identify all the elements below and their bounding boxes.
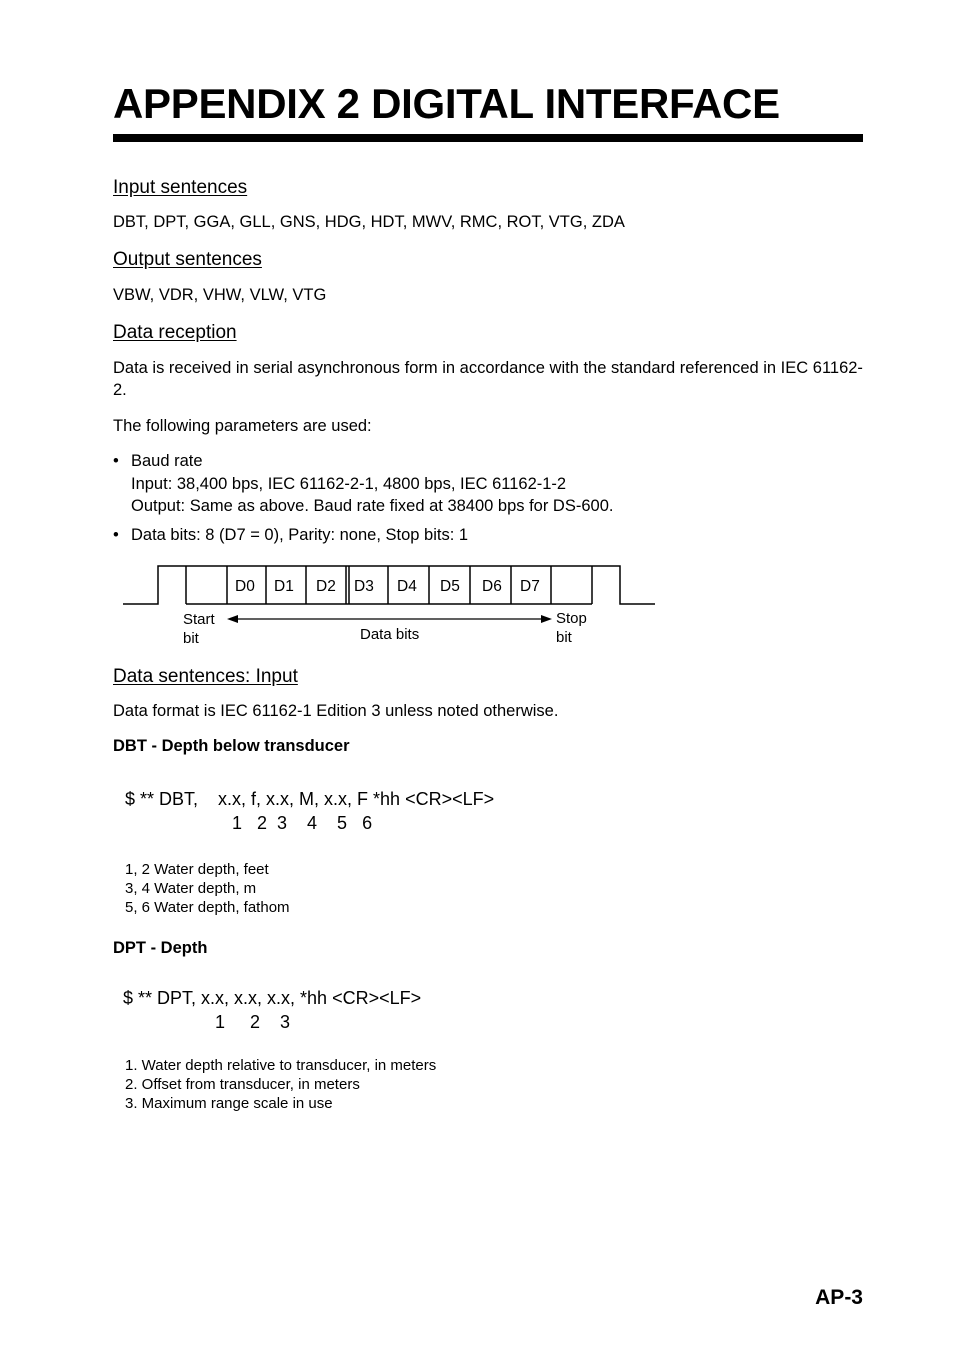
- dbt-field-numbers: 1 2 3 4 5 6: [232, 813, 373, 833]
- bit-label-d3: D3: [354, 578, 374, 595]
- bit-label-d2: D2: [316, 578, 336, 595]
- list-item: 2. Offset from transducer, in meters: [125, 1076, 360, 1093]
- bit-label-d4: D4: [397, 578, 417, 595]
- dpt-format: $ ** DPT, x.x, x.x, x.x, *hh <CR><LF>: [123, 988, 422, 1008]
- baud-rate-label: Baud rate: [131, 452, 203, 470]
- input-sentences-heading: Input sentences: [113, 177, 248, 198]
- data-bits-label: Data bits: [360, 626, 420, 643]
- page-title: APPENDIX 2 DIGITAL INTERFACE: [113, 80, 780, 127]
- dbt-heading: DBT - Depth below transducer: [113, 737, 350, 755]
- dpt-field-list: [125, 1056, 436, 1113]
- list-item: 5, 6 Water depth, fathom: [125, 899, 290, 916]
- list-item: 3, 4 Water depth, m: [125, 880, 257, 897]
- bit-label-d5: D5: [440, 578, 460, 595]
- dbt-format: $ ** DBT, x.x, f, x.x, M, x.x, F *hh <CR><LF>: [125, 789, 495, 809]
- output-sentences-list: VBW, VDR, VHW, VLW, VTG: [113, 286, 327, 304]
- dpt-heading: DPT - Depth: [113, 939, 208, 957]
- data-format-note: Data format is IEC 61162-1 Edition 3 unless noted otherwise.: [113, 702, 559, 720]
- data-sentences-input-heading: Data sentences: Input: [113, 666, 298, 687]
- data-reception-heading: Data reception: [113, 322, 237, 343]
- bit-label-d0: D0: [235, 578, 255, 595]
- arrow-left-icon: [227, 615, 238, 623]
- input-sentences-list: DBT, DPT, GGA, GLL, GNS, HDG, HDT, MWV, RMC, ROT, VTG, ZDA: [113, 213, 625, 231]
- bullet-marker: •: [113, 452, 119, 470]
- start-bit-label-line2: bit: [183, 630, 199, 647]
- dbt-field-list: [125, 860, 290, 917]
- data-reception-paragraph: Data is received in serial asynchronous form in accordance with the standard referenced in IEC 61162-2.: [113, 359, 863, 399]
- dpt-field-numbers: 1 2 3: [215, 1012, 291, 1032]
- bullet-marker: •: [113, 526, 119, 544]
- list-item: 1. Water depth relative to transducer, in meters: [125, 1057, 437, 1074]
- bit-label-d1: D1: [274, 578, 294, 595]
- output-sentences-heading: Output sentences: [113, 249, 262, 270]
- baud-rate-output: Output: Same as above. Baud rate fixed at 38400 bps for DS-600.: [131, 497, 614, 515]
- list-item: 1, 2 Water depth, feet: [125, 861, 269, 878]
- start-bit-label-line1: Start: [183, 611, 215, 628]
- bit-label-d6: D6: [482, 578, 502, 595]
- stop-bit-label-line1: Stop: [556, 610, 587, 627]
- signal-waveform: [123, 566, 655, 604]
- data-bits-spec: Data bits: 8 (D7 = 0), Parity: none, Stop bits: 1: [131, 526, 469, 544]
- page-number: AP-3: [815, 1286, 863, 1309]
- baud-rate-input: Input: 38,400 bps, IEC 61162-2-1, 4800 bps, IEC 61162-1-2: [131, 474, 567, 493]
- parameters-intro: The following parameters are used:: [113, 417, 372, 435]
- arrow-right-icon: [541, 615, 552, 623]
- list-item: 3. Maximum range scale in use: [125, 1095, 333, 1112]
- stop-bit-label-line2: bit: [556, 629, 572, 646]
- bit-label-d7: D7: [520, 578, 540, 595]
